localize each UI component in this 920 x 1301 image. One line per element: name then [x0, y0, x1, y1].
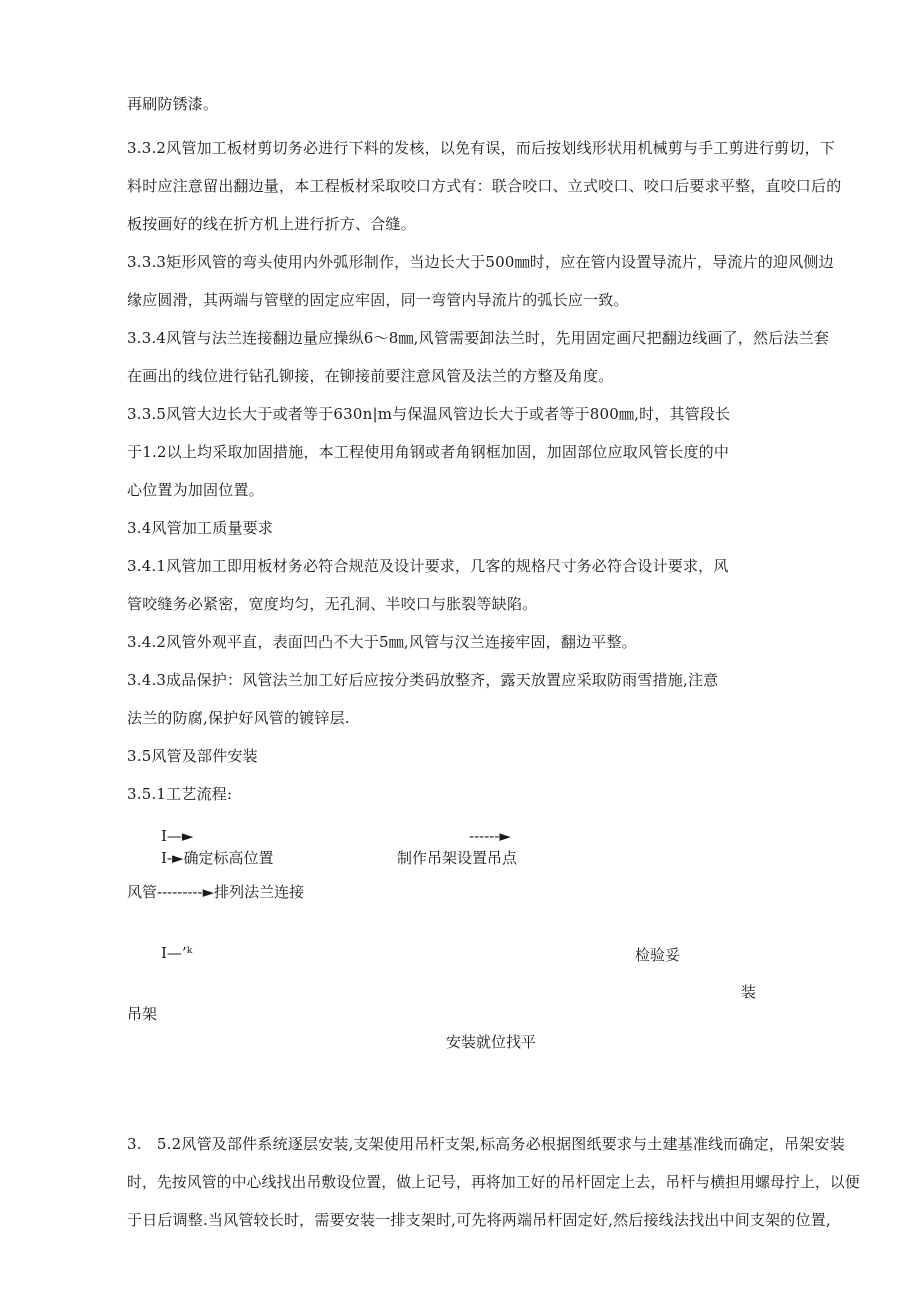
text-line: 时，先按风管的中心线找出吊敷设位置，做上记号，再将加工好的吊杆固定上去，吊杆与横担用螺母拧上，以便 — [127, 1173, 860, 1191]
text-line: 3.3.2风管加工板材剪切务必进行下料的发核，以免有误，而后按划线形状用机械剪与手工剪进行剪切，下 — [127, 139, 835, 157]
flow-step: 安装就位找平 — [446, 1033, 537, 1051]
text-line: 3.3.5风管大边长大于或者等于630n|m与保温风管边长大于或者等于800㎜,时，其管段长 — [127, 405, 731, 423]
text-line: 3. 5.2风管及部件系统逐层安装,支架使用吊杆支架,标高务必根据图纸要求与土建基准线而确定，吊架安装 — [127, 1135, 845, 1153]
text-line: 3.4.3成品保护：风管法兰加工好后应按分类码放整齐，露天放置应采取防雨雪措施,注意 — [127, 671, 719, 689]
section-heading: 3.5风管及部件安装 — [127, 747, 258, 765]
text-line: 再刷防锈漆。 — [127, 95, 219, 113]
text-line: 3.3.3矩形风管的弯头使用内外弧形制作，当边长大于500㎜时，应在管内设置导流片，导流片的迎风侧边 — [127, 253, 834, 271]
text-line: 在画出的线位进行钻孔铆接，在铆接前要注意风管及法兰的方整及角度。 — [127, 367, 614, 385]
section-heading: 3.4风管加工质量要求 — [127, 519, 274, 537]
text-line: 3.4.1风管加工即用板材务必符合规范及设计要求，几客的规格尺寸务必符合设计要求，风 — [127, 557, 729, 575]
flow-step: I-►确定标高位置 — [161, 849, 274, 867]
text-line: 法兰的防腐,保护好风管的镀锌层. — [127, 709, 350, 727]
flow-arrow: I—► — [161, 827, 194, 845]
text-line: 于日后调整.当风管较长时，需要安装一排支架时,可先将两端吊杆固定好,然后接线法找出中间支架的位置, — [127, 1211, 831, 1229]
text-line: 3.3.4风管与法兰连接翻边量应操纵6～8㎜,风管需要卸法兰时，先用固定画尺把翻边线画了，然后法兰套 — [127, 329, 830, 347]
flow-step: 制作吊架设置吊点 — [397, 849, 518, 867]
text-line: 3.4.2风管外观平直，表面凹凸不大于5㎜,风管与汉兰连接牢固，翻边平整。 — [127, 633, 637, 651]
flow-step: 吊架 — [127, 1005, 158, 1023]
text-line: 缘应圆滑，其两端与管壁的固定应牢固，同一弯管内导流片的弧长应一致。 — [127, 291, 629, 309]
text-line: 3.5.1工艺流程: — [127, 785, 233, 803]
text-line: 管咬缝务必紧密，宽度均匀，无孔洞、半咬口与胀裂等缺陷。 — [127, 595, 538, 613]
flow-arrow: ------► — [469, 827, 511, 845]
text-line: 板按画好的线在折方机上进行折方、合缝。 — [127, 215, 416, 233]
flow-step: 风管---------►排列法兰连接 — [127, 883, 305, 901]
flow-mark: I—’ᵏ — [161, 944, 193, 962]
text-line: 料时应注意留出翻边量，本工程板材采取咬口方式有：联合咬口、立式咬口、咬口后要求平整，直咬口后的 — [127, 177, 842, 195]
text-line: 心位置为加固位置。 — [127, 481, 264, 499]
flow-step: 检验妥 — [635, 946, 681, 964]
flow-step: 装 — [741, 983, 757, 1001]
text-line: 于1.2以上均采取加固措施，本工程使用角钢或者角钢框加固，加固部位应取风管长度的中 — [127, 443, 730, 461]
